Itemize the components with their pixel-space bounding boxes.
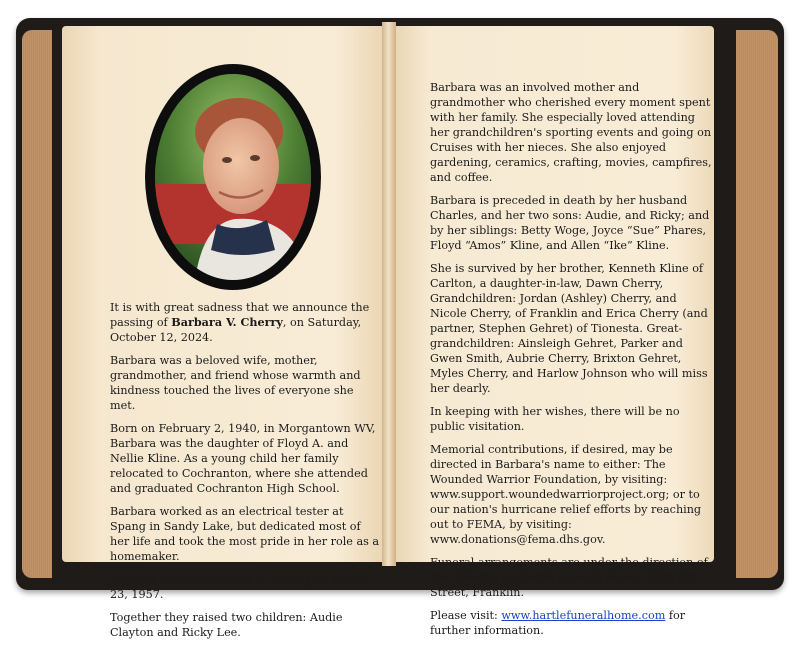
preceded-paragraph: Barbara is preceded in death by her husband Charles, and her two sons: Audie, and Ricky; and by her siblings: Betty Woge, Joyce “Sue” Phares, Floyd “Amos” Kline, and Allen “Ike” Kline.	[430, 194, 710, 252]
deceased-name: Barbara V. Cherry	[171, 315, 283, 329]
page-edges-right	[736, 30, 778, 578]
birth-paragraph: Born on February 2, 1940, in Morgantown WV, Barbara was the daughter of Floyd A. and Nellie Kline. As a young child her family relocated to Cochranton, where she attended and graduated Cochranton High School.	[110, 422, 376, 495]
portrait-frame	[145, 64, 321, 290]
portrait-image	[155, 74, 311, 280]
announcement-date: , on Saturday, October 12, 2024.	[110, 316, 362, 344]
funeral-home-link[interactable]: www.hartlefuneralhome.com	[501, 609, 666, 622]
left-page-text	[110, 300, 382, 648]
memorial-paragraph: Memorial contributions, if desired, may be directed in Barbara's name to either: The Wounded Warrior Foundation, by visiting: www.support.woundedwarriorproject.org; or to our nation's hurricane relief efforts by reaching out to FEMA, by visiting: www.donations@fema.dhs.gov.	[430, 443, 702, 546]
visit-text-end: for further information.	[430, 609, 686, 637]
family-paragraph: Barbara was an involved mother and grandmother who cherished every moment spent with her family. She especially loved attending her grandchildren's sporting events and going on Cruises with her nieces. She also enjoyed gardening, ceramics, crafting, movies, campfires, and coffee.	[430, 81, 712, 184]
announcement-text: It is with great sadness that we announce the passing of	[110, 301, 370, 329]
marriage-paragraph: Barbara married Charles C. Cherry on March 23, 1957.	[110, 573, 369, 601]
work-paragraph: Barbara worked as an electrical tester at Spang in Sandy Lake, but dedicated most of her life and took the most pride in her role as a homemaker.	[110, 505, 380, 563]
visit-paragraph	[430, 608, 712, 638]
visitation-paragraph: In keeping with her wishes, there will be no public visitation.	[430, 405, 680, 433]
children-paragraph: Together they raised two children: Audie Clayton and Ricky Lee.	[110, 611, 343, 639]
right-page-text	[430, 80, 712, 646]
page-edges-left	[22, 30, 52, 578]
portrait-photo	[155, 74, 311, 280]
arrangements-paragraph: Funeral arrangements are under the direction of the Timothy E. Hartle Funeral Home, 1328 Elk Street, Franklin.	[430, 556, 708, 599]
announcement-paragraph	[110, 300, 382, 345]
tribute-paragraph: Barbara was a beloved wife, mother, grandmother, and friend whose warmth and kindness touched the lives of everyone she met.	[110, 354, 361, 412]
visit-text: Please visit:	[430, 609, 502, 622]
survived-paragraph: She is survived by her brother, Kenneth Kline of Carlton, a daughter-in-law, Dawn Cherry, Grandchildren: Jordan (Ashley) Cherry, and Nicole Cherry, of Franklin and Erica Cherry (and partner, Stephen Gehret) of Tionesta. Great-grandchildren: Ainsleigh Gehret, Parker and Gwen Smith, Aubrie Cherry, Brixton Gehret, Myles Cherry, and Harlow Johnson who will miss her dearly.	[430, 262, 708, 395]
book-spine	[382, 22, 396, 566]
